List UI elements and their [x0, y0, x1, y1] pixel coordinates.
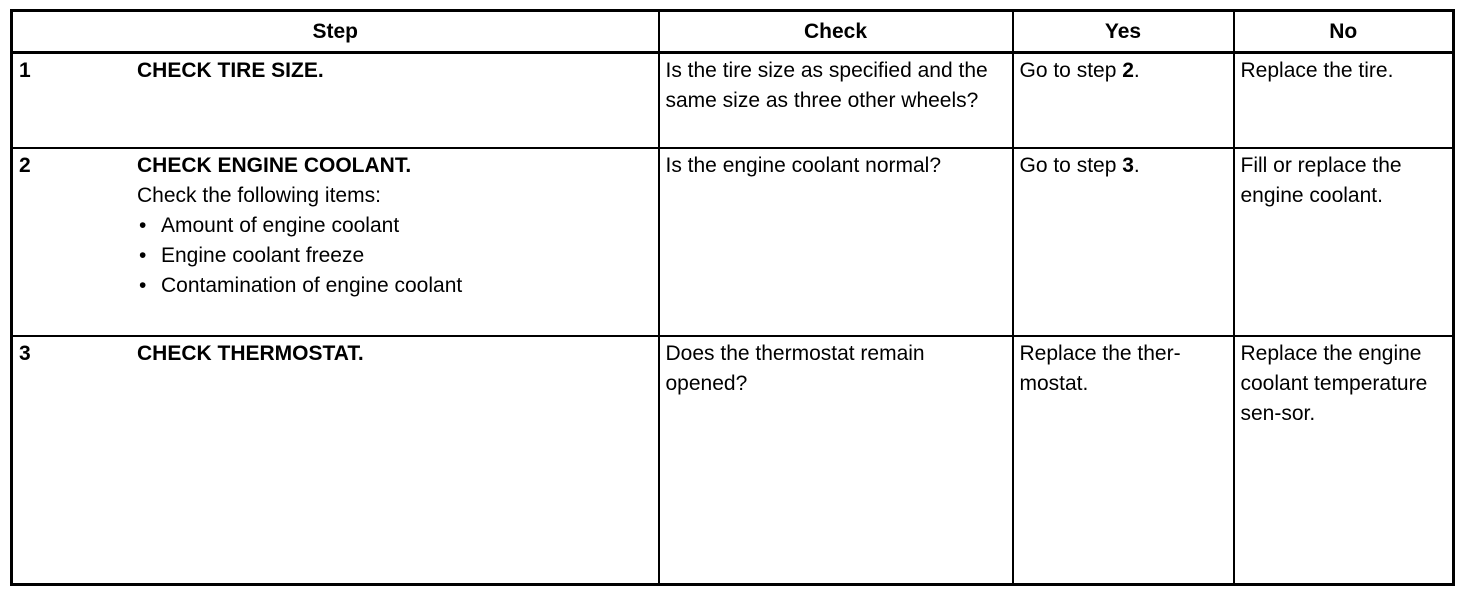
- yes-cell: [1013, 53, 1234, 148]
- list-item: • Contamination of engine coolant: [137, 271, 652, 301]
- table-row: [12, 53, 1454, 148]
- diagnostic-table: [10, 9, 1455, 586]
- list-item: • Amount of engine coolant: [137, 211, 652, 241]
- yes-cell: [1013, 148, 1234, 336]
- header-step: Step: [12, 11, 659, 53]
- step-cell: [12, 148, 659, 336]
- no-cell: Replace the engine coolant temperature sen-sor.: [1234, 336, 1454, 585]
- step-number: 3: [19, 341, 31, 365]
- yes-cell: Replace the ther-mostat.: [1013, 336, 1234, 585]
- table-header-row: [12, 11, 1454, 53]
- yes-suffix: .: [1133, 153, 1140, 177]
- header-yes: Yes: [1013, 11, 1234, 53]
- table-row: [12, 336, 1454, 585]
- check-cell: Is the engine coolant normal?: [659, 148, 1013, 336]
- yes-text: Go to step: [1019, 153, 1123, 177]
- header-check: Check: [659, 11, 1013, 53]
- step-cell: [12, 53, 659, 148]
- check-cell: Does the thermostat remain opened?: [659, 336, 1013, 585]
- step-number: 2: [19, 153, 31, 177]
- no-cell: Fill or replace the engine coolant.: [1234, 148, 1454, 336]
- step-reference: 2: [1122, 59, 1134, 82]
- step-title: CHECK THERMOSTAT.: [137, 341, 364, 365]
- yes-suffix: .: [1133, 59, 1140, 82]
- step-intro: Check the following items:: [137, 183, 381, 207]
- table-row: [12, 148, 1454, 336]
- yes-text: Go to step: [1019, 59, 1123, 82]
- list-item: • Engine coolant freeze: [137, 241, 652, 271]
- header-no: No: [1234, 11, 1454, 53]
- step-title: CHECK ENGINE COOLANT.: [137, 153, 412, 177]
- step-title: CHECK TIRE SIZE.: [137, 59, 324, 82]
- check-items-list: [137, 211, 652, 301]
- check-cell: Is the tire size as specified and the same size as three other wheels?: [659, 53, 1013, 148]
- step-number: 1: [19, 59, 31, 82]
- step-reference: 3: [1122, 153, 1134, 177]
- step-cell: [12, 336, 659, 585]
- no-cell: Replace the tire.: [1234, 53, 1454, 148]
